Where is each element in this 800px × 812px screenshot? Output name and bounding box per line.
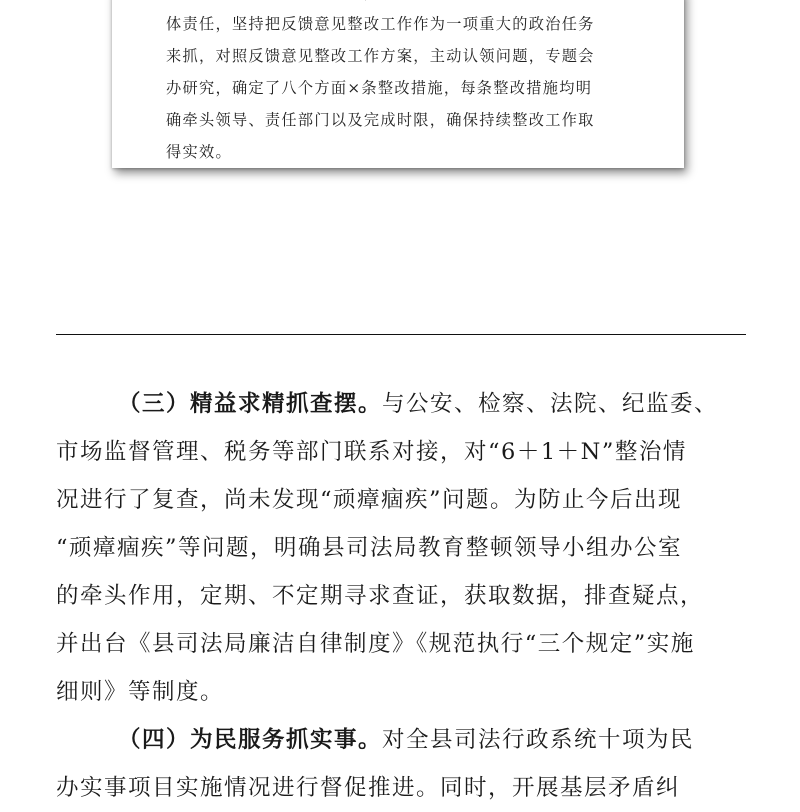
excerpt-line: 得实效。	[166, 143, 232, 161]
section-3-heading: （三）精益求精抓查摆。	[118, 391, 383, 417]
excerpt-line: 来抓，对照反馈意见整改工作方案，主动认领问题，专题会	[166, 47, 595, 65]
horizontal-rule	[56, 334, 746, 335]
body-line: 办实事项目实施情况进行督促推进。同时，开展基层矛盾纠	[56, 775, 681, 801]
body-line: 况进行了复查，尚未发现“顽瘴痼疾”问题。为防止今后出现	[56, 487, 683, 513]
document-body	[56, 380, 756, 812]
excerpt-paragraph	[166, 0, 644, 168]
section-4-heading: （四）为民服务抓实事。	[118, 727, 383, 753]
section-3-text: 与公安、检察、法院、纪监委、	[382, 391, 719, 417]
section-4-first-line	[56, 716, 756, 764]
excerpt-line: 确牵头领导、责任部门以及完成时限，确保持续整改工作取	[166, 111, 595, 129]
quoted-excerpt-card	[112, 0, 684, 168]
body-line: 市场监督管理、税务等部门联系对接，对“6＋1＋N”整治情	[56, 439, 687, 465]
body-line: “顽瘴痼疾”等问题，明确县司法局教育整顿领导小组办公室	[56, 535, 683, 561]
body-line: 细则》等制度。	[56, 679, 225, 705]
section-3-first-line	[56, 380, 756, 428]
excerpt-line: 办研究，确定了八个方面×条整改措施，每条整改措施均明	[166, 79, 593, 97]
body-line: 的牵头作用，定期、不定期寻求查证，获取数据，排查疑点，	[56, 583, 705, 609]
body-line: 并出台《县司法局廉洁自律制度》《规范执行“三个规定”实施	[56, 631, 695, 657]
excerpt-line	[166, 0, 644, 8]
excerpt-line: 体责任，坚持把反馈意见整改工作作为一项重大的政治任务	[166, 15, 595, 33]
section-4-text: 对全县司法行政系统十项为民	[382, 727, 695, 753]
